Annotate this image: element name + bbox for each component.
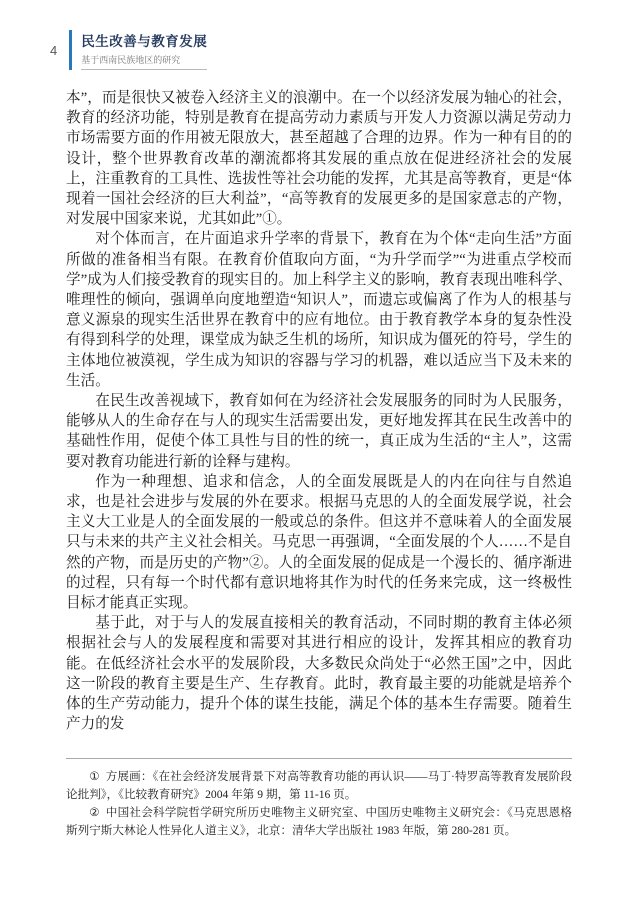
header-accent-bar xyxy=(69,30,72,70)
paragraph: 在民生改善视域下，教育如何在为经济社会发展服务的同时为人民服务，能够从人的生命存在与人的现实生活需要出发，更好地发挥其在民生改善中的基础性作用，促使个体工具性与目的性的统一，真正成为生活的“主人”，这需要对教育功能进行新的诠释与建构。 xyxy=(66,393,572,470)
paragraph: 基于此，对于与人的发展直接相关的教育活动，不同时期的教育主体必须根据社会与人的发展程度和需要对其进行相应的设计，发挥其相应的教育功能。在低经济社会水平的发展阶段，大多数民众尚处于“必然王国”之中，因此这一阶段的教育主要是生产、生存教育。此时，教育最主要的功能就是培养个体的生产劳动能力，提升个体的谋生技能，满足个体的基本生存需要。随着生产力的发 xyxy=(66,615,572,733)
footnote xyxy=(66,768,572,803)
page-header xyxy=(50,30,207,70)
body-text xyxy=(66,88,572,735)
footnote-separator xyxy=(66,758,572,759)
paragraph: 对个体而言，在片面追求升学率的背景下，教育在为个体“走向生活”方面所做的准备相当有限。在教育价值取向方面，“为升学而学”“为进重点学校而学”成为人们接受教育的现实目的。加上科学主义的影响，教育表现出唯科学、唯理性的倾向，强调单向度地塑造“知识人”，而遗忘或偏离了作为人的根基与意义源泉的现实生活世界在教育中的应有地位。由于教育教学本身的复杂性没有得到科学的处理，课堂成为缺乏生机的场所，知识成为僵死的符号，学生的主体地位被漠视，学生成为知识的容器与学习的机器，难以适应当下及未来的生活。 xyxy=(66,231,572,389)
header-titles xyxy=(81,30,207,70)
footnote-text: 中国社会科学院哲学研究所历史唯物主义研究室、中国历史唯物主义研究会：《马克思恩格斯列宁斯大林论人性异化人道主义》，北京：清华大学出版社 1983 年版，第 280-281 页。 xyxy=(66,806,572,837)
footnotes-section xyxy=(66,758,572,840)
footnote xyxy=(66,804,572,839)
book-title: 民生改善与教育发展 xyxy=(81,34,208,49)
book-subtitle: 基于西南民族地区的研究 xyxy=(81,53,207,70)
footnote-marker: ① xyxy=(89,770,100,783)
paragraph: 本”，而是很快又被卷入经济主义的浪潮中。在一个以经济发展为轴心的社会，教育的经济功能，特别是教育在提高劳动力素质与开发人力资源以满足劳动力市场需要方面的作用被无限放大，甚至超越了合理的边界。作为一种有目的的设计，整个世界教育改革的潮流都将其发展的重点放在促进经济社会的发展上，注重教育的工具性、选拔性等社会功能的发挥，尤其是高等教育，更是“体现着一国社会经济的巨大利益”，“高等教育的发展更多的是国家意志的产物，对发展中国家来说，尤其如此”①。 xyxy=(66,90,572,228)
footnote-text: 方展画：《在社会经济发展背景下对高等教育功能的再认识——马丁·特罗高等教育发展阶段论批判》，《比较教育研究》2004 年第 9 期，第 11-16 页。 xyxy=(66,770,572,801)
footnote-marker: ② xyxy=(89,806,100,820)
paragraph: 作为一种理想、追求和信念，人的全面发展既是人的内在向往与自然追求，也是社会进步与发展的外在要求。根据马克思的人的全面发展学说，社会主义大工业是人的全面发展的一般或总的条件。但这并不意味着人的全面发展只与未来的共产主义社会相关。马克思一再强调，“全面发展的个人……不是自然的产物，而是历史的产物”②。人的全面发展的促成是一个漫长的、循序渐进的过程，只有每一个时代都有意识地将其作为时代的任务来完成，这一终极性目标才能真正实现。 xyxy=(66,473,572,612)
page-number: 4 xyxy=(50,42,58,58)
